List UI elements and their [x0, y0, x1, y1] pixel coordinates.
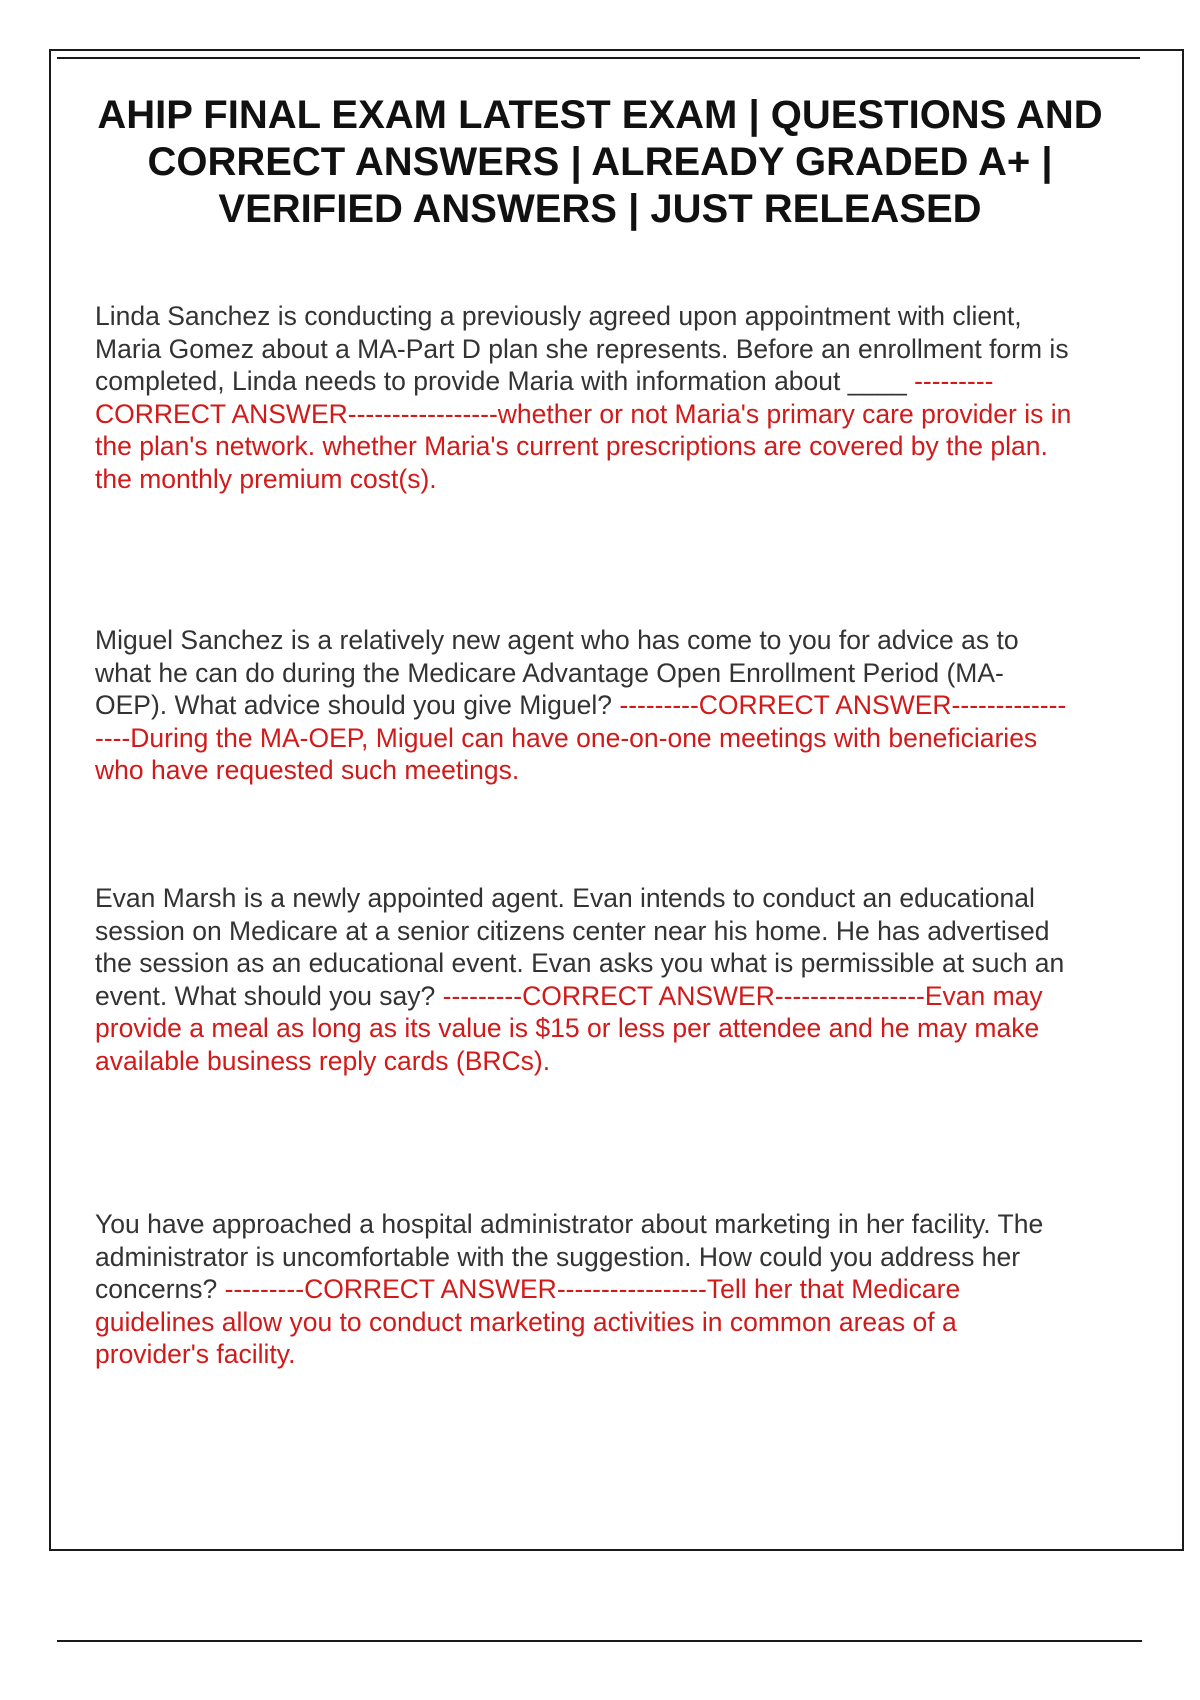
- footer-divider: [57, 1640, 1142, 1642]
- question-text: Miguel Sanchez is a relatively new agent who has come to you for advice as to what he can do during the Medicare Advantage Open Enrollment Period (MA-OEP). What advice should you give Miguel?: [95, 625, 1019, 720]
- document-title: AHIP FINAL EXAM LATEST EXAM | QUESTIONS AND CORRECT ANSWERS | ALREADY GRADED A+ | VERIFIED ANSWERS | JUST RELEASED: [97, 93, 1103, 231]
- answer-text: ---------CORRECT ANSWER-----------------Tell her that Medicare guidelines allow you to conduct marketing activities in common areas of a provider's facility.: [95, 1274, 961, 1369]
- question-text: Linda Sanchez is conducting a previously agreed upon appointment with client, Maria Gomez about a MA-Part D plan she represents. Before an enrollment form is completed, Linda needs to provide Maria with information about ____: [95, 301, 1069, 396]
- qa-item: [95, 882, 1075, 1077]
- top-divider: [57, 57, 1140, 59]
- question-text: You have approached a hospital administrator about marketing in her facility. The administrator is uncomfortable with the suggestion. How could you address her concerns?: [95, 1209, 1044, 1304]
- question-text: Evan Marsh is a newly appointed agent. Evan intends to conduct an educational session on Medicare at a senior citizens center near his home. He has advertised the session as an educational event. Evan asks you what is permissible at such an event. What should you say?: [95, 883, 1065, 1011]
- answer-text: ---------CORRECT ANSWER-----------------During the MA-OEP, Miguel can have one-on-one meetings with beneficiaries who have requested such meetings.: [95, 690, 1067, 785]
- answer-text: ---------CORRECT ANSWER-----------------Evan may provide a meal as long as its value is $15 or less per attendee and he may make available business reply cards (BRCs).: [95, 980, 1043, 1076]
- qa-item: [95, 300, 1075, 495]
- qa-item: [95, 624, 1075, 787]
- qa-item: [95, 1208, 1075, 1371]
- answer-text: ---------CORRECT ANSWER-----------------whether or not Maria's primary care provider is in the plan's network. whether Maria's current prescriptions are covered by the plan. the monthly premium cost(s).: [95, 366, 1072, 494]
